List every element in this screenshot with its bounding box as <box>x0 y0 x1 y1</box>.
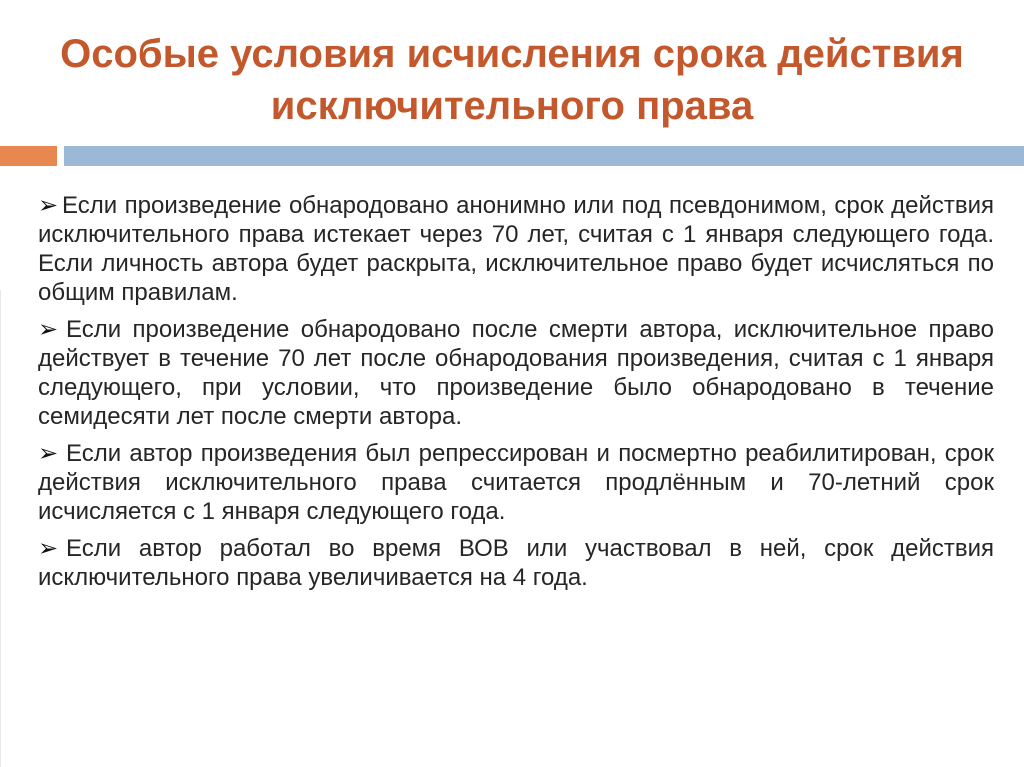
slide-edge-line <box>0 290 1 767</box>
bullet-item <box>38 534 994 592</box>
arrow-bullet-icon: ➢ <box>38 440 59 467</box>
accent-bar-orange <box>0 146 57 166</box>
bullet-item <box>38 439 994 526</box>
bullet-text: Если автор произведения был репрессирован и посмертно реабилитирован, срок действия исключительного права считается продлённым и 70-летний срок исчисляется с 1 января следующего года. <box>38 440 994 525</box>
bullet-item <box>38 315 994 431</box>
bullet-list <box>38 191 994 600</box>
arrow-bullet-icon: ➢ <box>38 192 59 219</box>
arrow-bullet-icon: ➢ <box>38 316 59 343</box>
accent-bar-blue <box>64 146 1024 166</box>
bullet-text: Если произведение обнародовано анонимно или под псевдонимом, срок действия исключительного права истекает через 70 лет, считая с 1 января следующего года. Если личность автора будет раскрыта, исключительное право будет исчисляться по общим правилам. <box>38 192 994 306</box>
bullet-text: Если произведение обнародовано после смерти автора, исключительное право действует в течение 70 лет после обнародования произведения, считая с 1 января следующего, при условии, что произведение было обнародовано в течение семидесяти лет после смерти автора. <box>38 316 994 430</box>
arrow-bullet-icon: ➢ <box>38 535 59 562</box>
slide-title: Особые условия исчисления срока действия исключительного права <box>60 32 964 128</box>
bullet-item <box>38 191 994 307</box>
bullet-text: Если автор работал во время ВОВ или участвовал в ней, срок действия исключительного права увеличивается на 4 года. <box>38 535 994 591</box>
